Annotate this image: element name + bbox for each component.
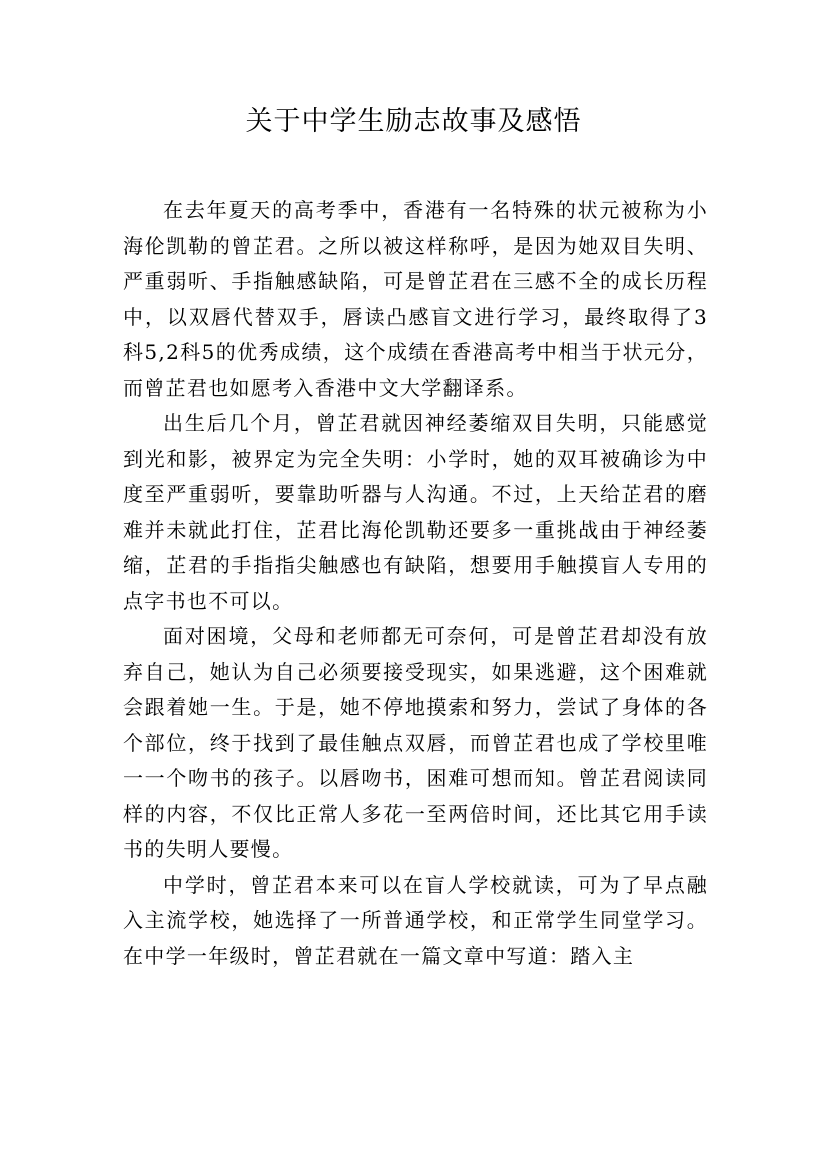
document-title: 关于中学生励志故事及感悟 — [245, 106, 582, 137]
paragraph-2: 出生后几个月，曾芷君就因神经萎缩双目失明，只能感觉到光和影，被界定为完全失明：小学时，她的双耳被确诊为中度至严重弱听，要靠助听器与人沟通。不过，上天给芷君的磨难并未就此打住，芷君比海伦凯勒还要多一重挑战由于神经萎缩，芷君的手指指尖触感也有缺陷，想要用手触摸盲人专用的点字书也不可以。 — [123, 411, 708, 613]
paragraph-4: 中学时，曾芷君本来可以在盲人学校就读，可为了早点融入主流学校，她选择了一所普通学校，和正常学生同堂学习。在中学一年级时，曾芷君就在一篇文章中写道：踏入主 — [123, 872, 708, 968]
document-body — [123, 193, 708, 974]
paragraph-1: 在去年夏天的高考季中，香港有一名特殊的状元被称为小海伦凯勒的曾芷君。之所以被这样称呼，是因为她双目失明、严重弱听、手指触感缺陷，可是曾芷君在三感不全的成长历程中，以双唇代替双手，唇读凸感盲文进行学习，最终取得了3科5,2科5的优秀成绩，这个成绩在香港高考中相当于状元分，而曾芷君也如愿考入香港中文大学翻译系。 — [123, 198, 708, 400]
paragraph-3: 面对困境，父母和老师都无可奈何，可是曾芷君却没有放弃自己，她认为自己必须要接受现实，如果逃避，这个困难就会跟着她一生。于是，她不停地摸索和努力，尝试了身体的各个部位，终于找到了最佳触点双唇，而曾芷君也成了学校里唯一一个吻书的孩子。以唇吻书，困难可想而知。曾芷君阅读同样的内容，不仅比正常人多花一至两倍时间，还比其它用手读书的失明人要慢。 — [123, 624, 708, 861]
